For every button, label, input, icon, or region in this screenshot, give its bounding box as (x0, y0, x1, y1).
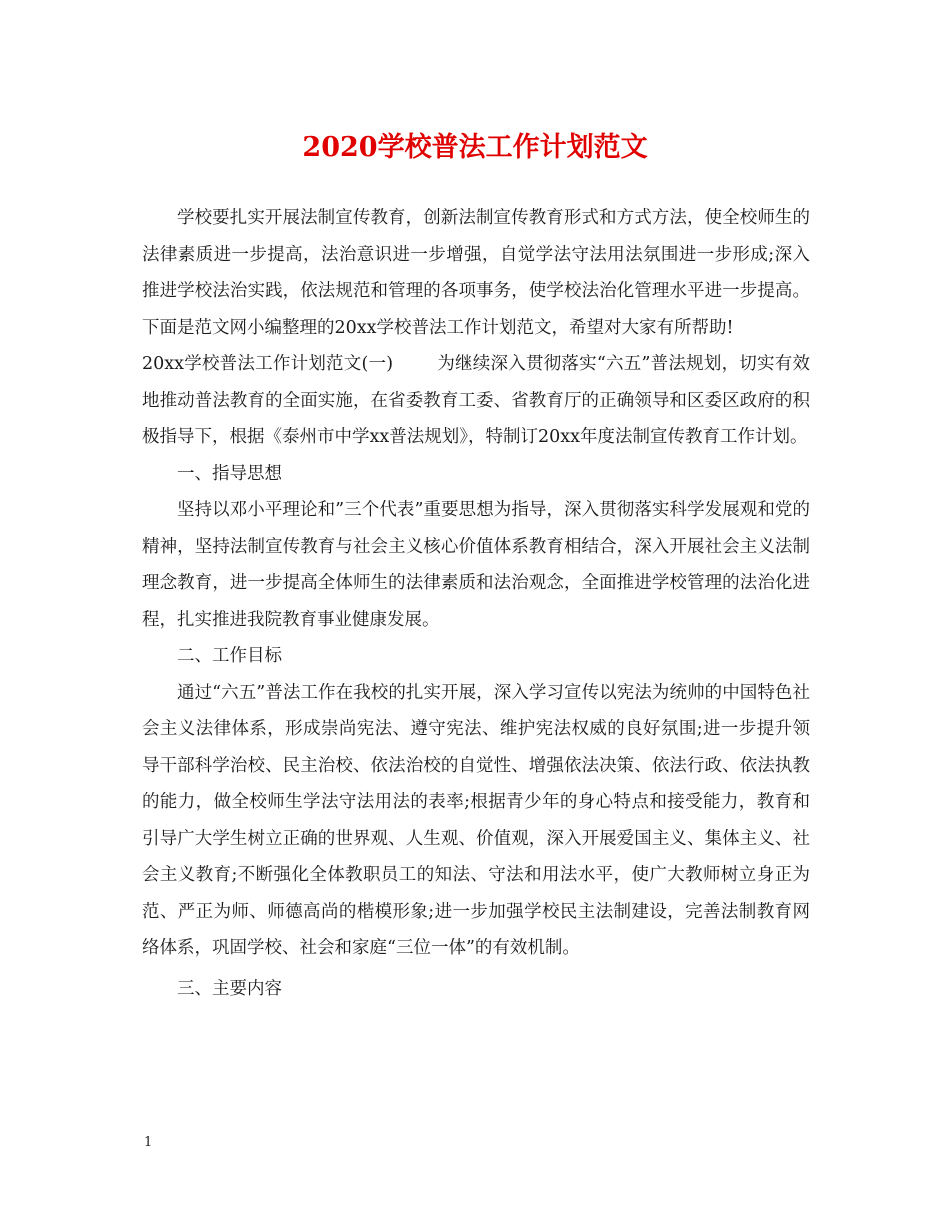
section-paragraph (142, 346, 810, 456)
heading-guiding-ideology: 一、指导思想 (177, 463, 282, 484)
document-title: 2020学校普法工作计划范文 (302, 132, 648, 163)
paragraph-work-goals: 通过“六五”普法工作在我校的扎实开展，深入学习宣传以宪法为统帅的中国特色社会主义法律体系，形成崇尚宪法、遵守宪法、维护宪法权威的良好氛围;进一步提升领导干部科学治校、民主治校、依法治校的自觉性、增强依法决策、依法行政、依法执教的能力，做全校师生学法守法用法的表率;根据青少年的身心特点和接受能力，教育和引导广大学生树立正确的世界观、人生观、价值观，深入开展爱国主义、集体主义、社会主义教育;不断强化全体教职员工的知法、守法和用法水平，使广大教师树立身正为范、严正为师、师德高尚的楷模形象;进一步加强学校民主法制建设，完善法制教育网络体系，巩固学校、社会和家庭“三位一体”的有效机制。 (142, 682, 810, 958)
page-number: 1 (144, 1135, 153, 1150)
intro-paragraph: 学校要扎实开展法制宣传教育，创新法制宣传教育形式和方式方法，使全校师生的法律素质进一步提高，法治意识进一步增强，自觉学法守法用法氛围进一步形成;深入推进学校法治实践，依法规范和管理的各项事务，使学校法治化管理水平进一步提高。下面是范文网小编整理的20xx学校普法工作计划范文，希望对大家有所帮助! (142, 208, 810, 338)
section-label: 20xx学校普法工作计划范文(一) (142, 354, 394, 374)
section-intro: 为继续深入贯彻落实“六五”普法规划，切实有效地推动普法教育的全面实施，在省委教育工委、省教育厅的正确领导和区委区政府的积极指导下，根据《泰州市中学xx普法规划》，特制订20xx年度法制宣传教育工作计划。 (142, 354, 810, 447)
heading-main-content: 三、主要内容 (177, 978, 282, 999)
heading-work-goals: 二、工作目标 (177, 646, 282, 666)
document-body (142, 200, 810, 1007)
paragraph-guiding-ideology: 坚持以邓小平理论和”三个代表”重要思想为指导，深入贯彻落实科学发展观和党的精神，坚持法制宣传教育与社会主义核心价值体系教育相结合，深入开展社会主义法制理念教育，进一步提高全体师生的法律素质和法治观念，全面推进学校管理的法治化进程，扎实推进我院教育事业健康发展。 (142, 500, 810, 630)
